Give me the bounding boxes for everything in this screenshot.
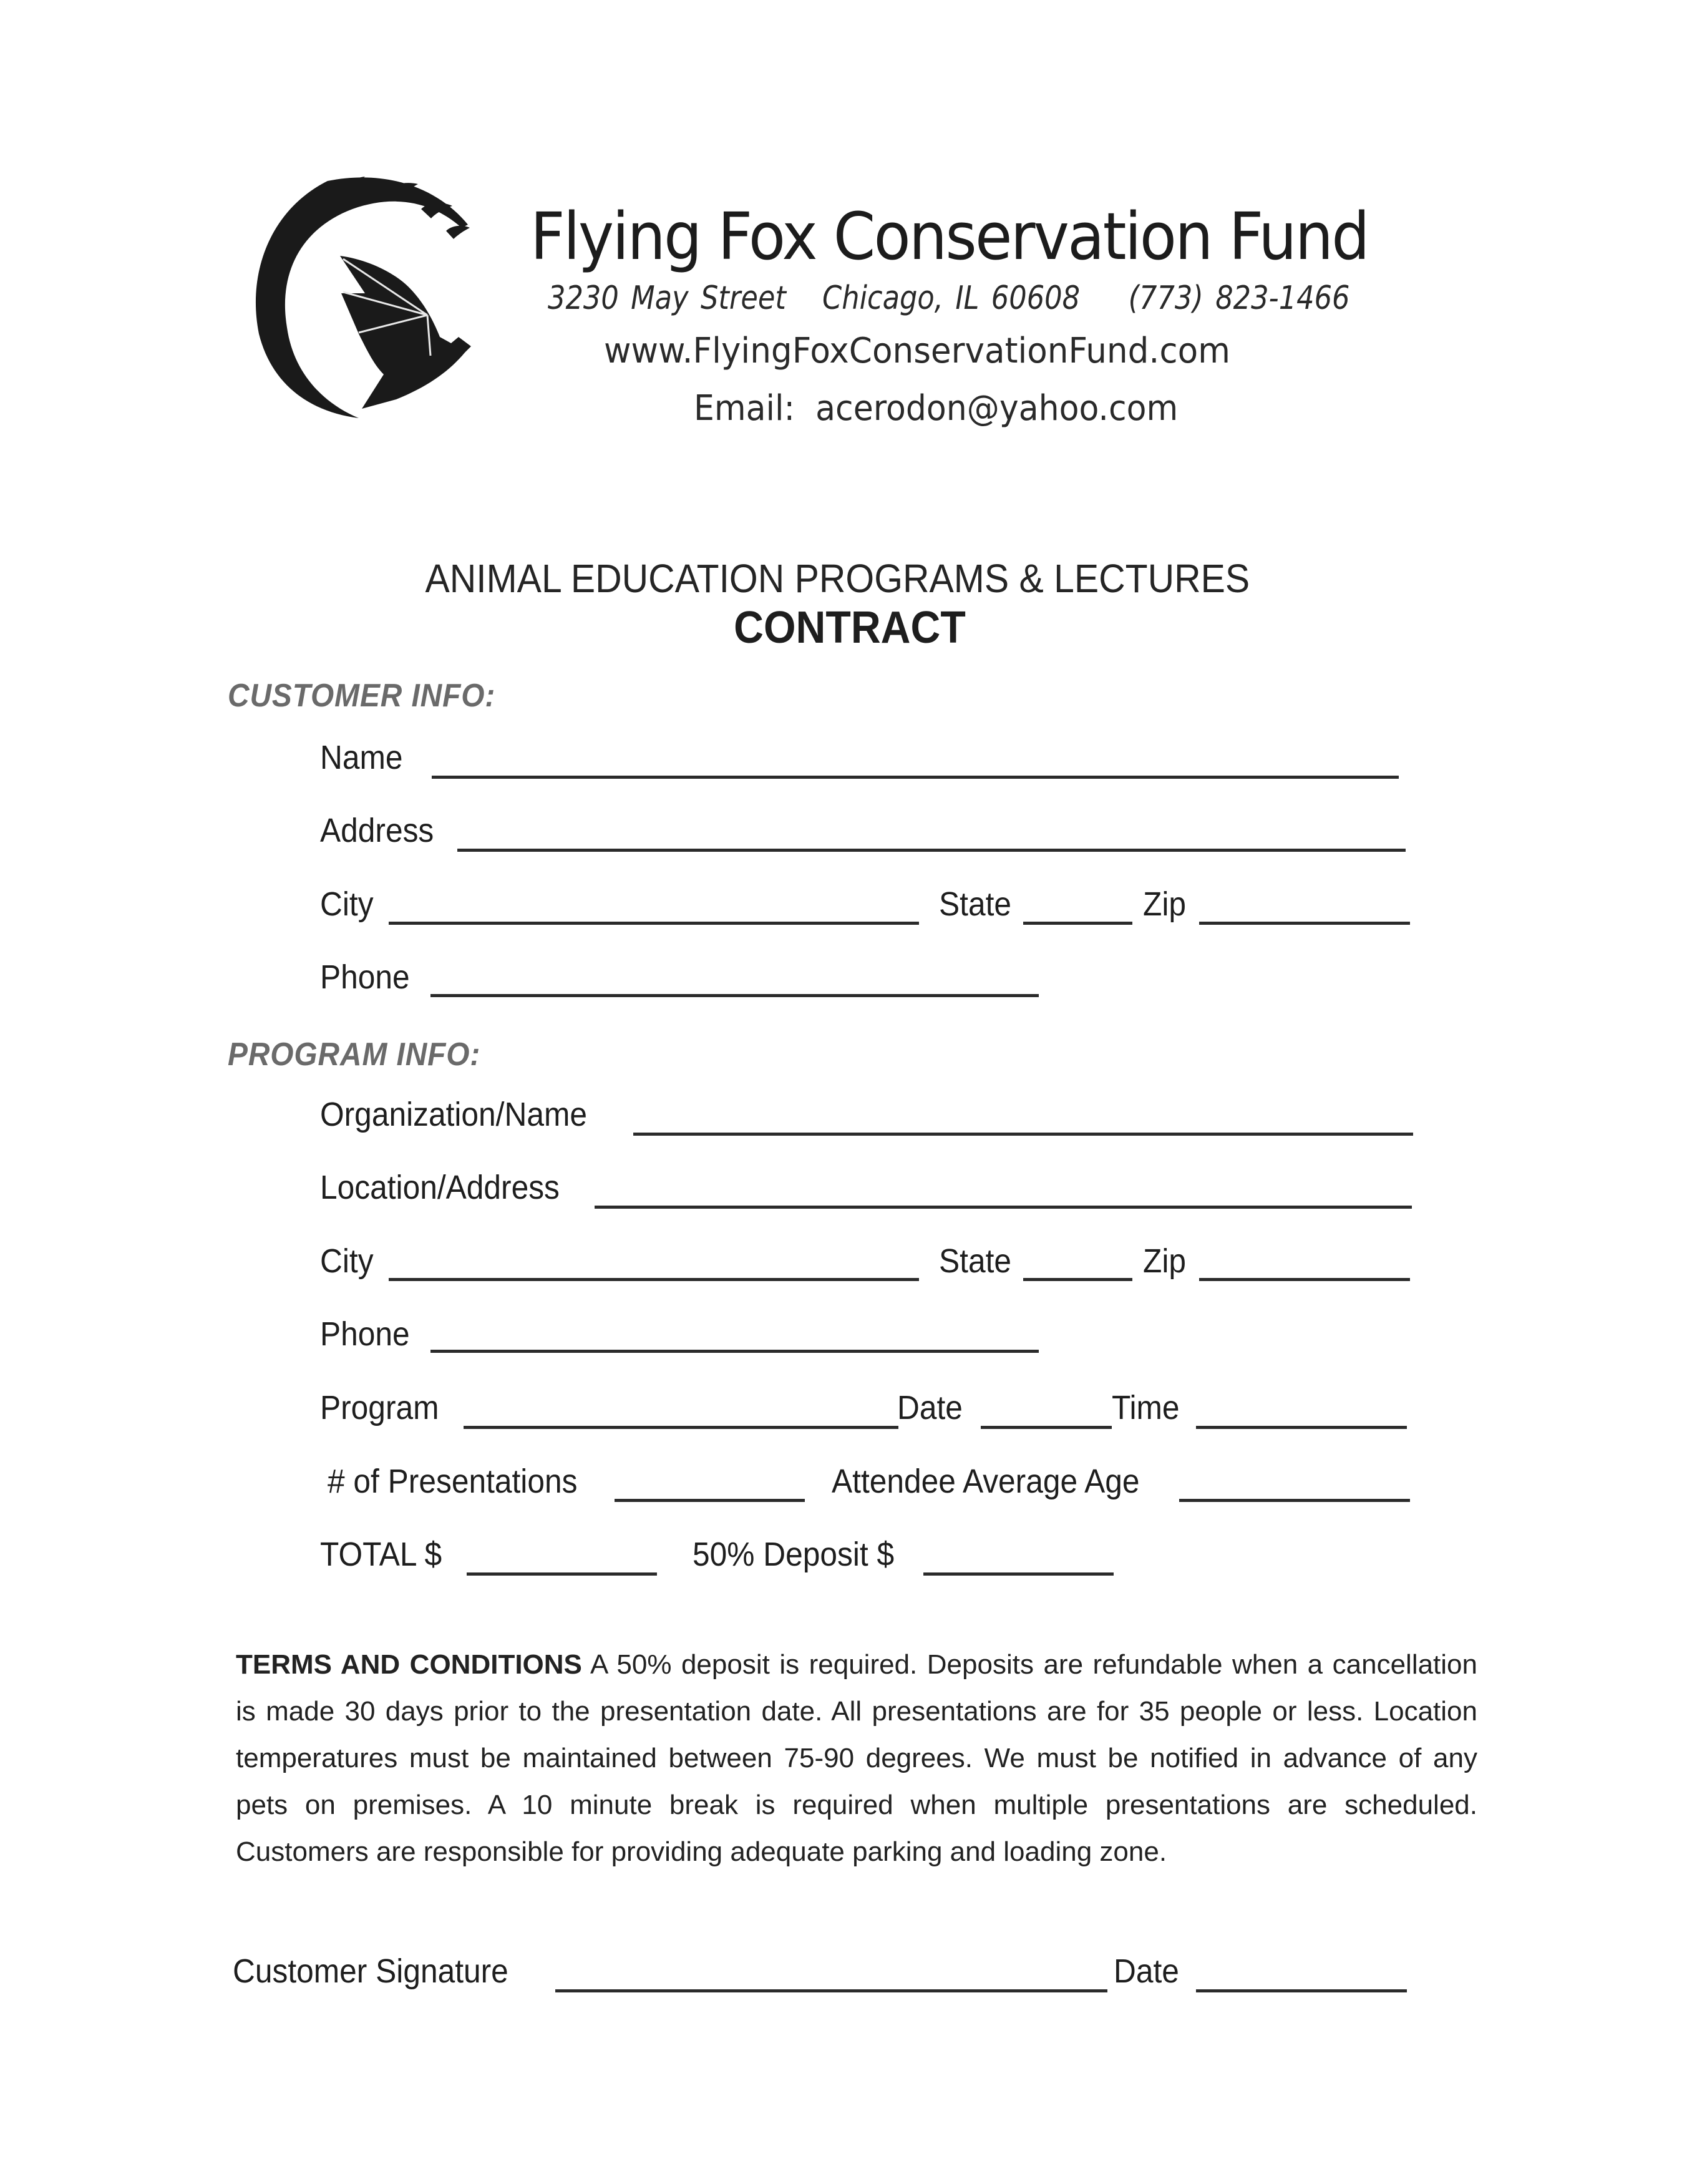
customer-zip-field[interactable]	[1199, 922, 1410, 925]
customer-city-field[interactable]	[389, 922, 919, 925]
organization-address: 3230 May Street Chicago, IL 60608 (773) 823-1466	[548, 280, 1350, 317]
program-info-section-label: PROGRAM INFO:	[228, 1036, 481, 1073]
total-amount-field[interactable]	[467, 1572, 657, 1576]
customer-name-label: Name	[320, 739, 403, 776]
terms-body: A 50% deposit is required. Deposits are refundable when a cancellation is made 30 days prior to the presentation date. All presentations are for 35 people or less. Location temperatures must be maintained between 75-90 degrees. We must be notified in advance of any pets on premises. A 10 minute break is required when multiple presentations are scheduled. Customers are responsible for providing adequate parking and loading zone.	[236, 1649, 1478, 1867]
attendee-average-age-label: Attendee Average Age	[832, 1463, 1140, 1500]
program-time-label: Time	[1112, 1389, 1180, 1426]
bat-crescent-logo-icon	[234, 165, 484, 421]
customer-address-field[interactable]	[457, 849, 1406, 852]
presentations-count-field[interactable]	[615, 1499, 805, 1502]
program-date-field[interactable]	[981, 1426, 1112, 1429]
customer-city-label: City	[320, 885, 374, 923]
program-location-label: Location/Address	[320, 1169, 560, 1206]
program-city-field[interactable]	[389, 1278, 919, 1281]
customer-state-field[interactable]	[1023, 922, 1132, 925]
program-time-field[interactable]	[1196, 1426, 1407, 1429]
organization-website[interactable]: www.FlyingFoxConservationFund.com	[604, 331, 1230, 371]
customer-signature-field[interactable]	[555, 1989, 1107, 1992]
program-city-label: City	[320, 1242, 374, 1280]
signature-date-field[interactable]	[1196, 1989, 1407, 1992]
program-location-field[interactable]	[595, 1206, 1412, 1209]
document-subheading	[0, 602, 1687, 653]
organization-email[interactable]: Email: acerodon@yahoo.com	[694, 388, 1179, 429]
program-name-label: Program	[320, 1389, 439, 1426]
customer-address-label: Address	[320, 812, 434, 849]
presentations-count-label: # of Presentations	[328, 1463, 578, 1500]
deposit-amount-label: 50% Deposit $	[693, 1536, 895, 1573]
total-amount-label: TOTAL $	[320, 1536, 442, 1573]
customer-info-section-label: CUSTOMER INFO:	[228, 678, 496, 714]
customer-state-label: State	[939, 885, 1012, 923]
customer-phone-label: Phone	[320, 958, 410, 996]
program-date-label: Date	[897, 1389, 963, 1426]
program-phone-label: Phone	[320, 1315, 410, 1353]
program-organization-field[interactable]	[633, 1133, 1413, 1136]
program-name-field[interactable]	[464, 1426, 898, 1429]
program-zip-label: Zip	[1143, 1242, 1187, 1280]
document-subheading-text: CONTRACT	[734, 603, 966, 653]
program-organization-label: Organization/Name	[320, 1096, 588, 1133]
signature-date-label: Date	[1114, 1952, 1179, 1990]
program-zip-field[interactable]	[1199, 1278, 1410, 1281]
customer-signature-label: Customer Signature	[233, 1952, 508, 1990]
program-state-label: State	[939, 1242, 1012, 1280]
program-state-field[interactable]	[1023, 1278, 1132, 1281]
attendee-average-age-field[interactable]	[1179, 1499, 1410, 1502]
deposit-amount-field[interactable]	[923, 1572, 1114, 1576]
program-phone-field[interactable]	[430, 1350, 1039, 1353]
customer-phone-field[interactable]	[430, 994, 1039, 997]
customer-zip-label: Zip	[1143, 885, 1187, 923]
terms-title: TERMS AND CONDITIONS	[236, 1649, 582, 1680]
customer-name-field[interactable]	[432, 776, 1399, 779]
document-heading-text: ANIMAL EDUCATION PROGRAMS & LECTURES	[425, 556, 1250, 601]
organization-name: Flying Fox Conservation Fund	[530, 198, 1368, 275]
terms-and-conditions	[236, 1641, 1477, 1875]
document-heading	[0, 555, 1687, 602]
